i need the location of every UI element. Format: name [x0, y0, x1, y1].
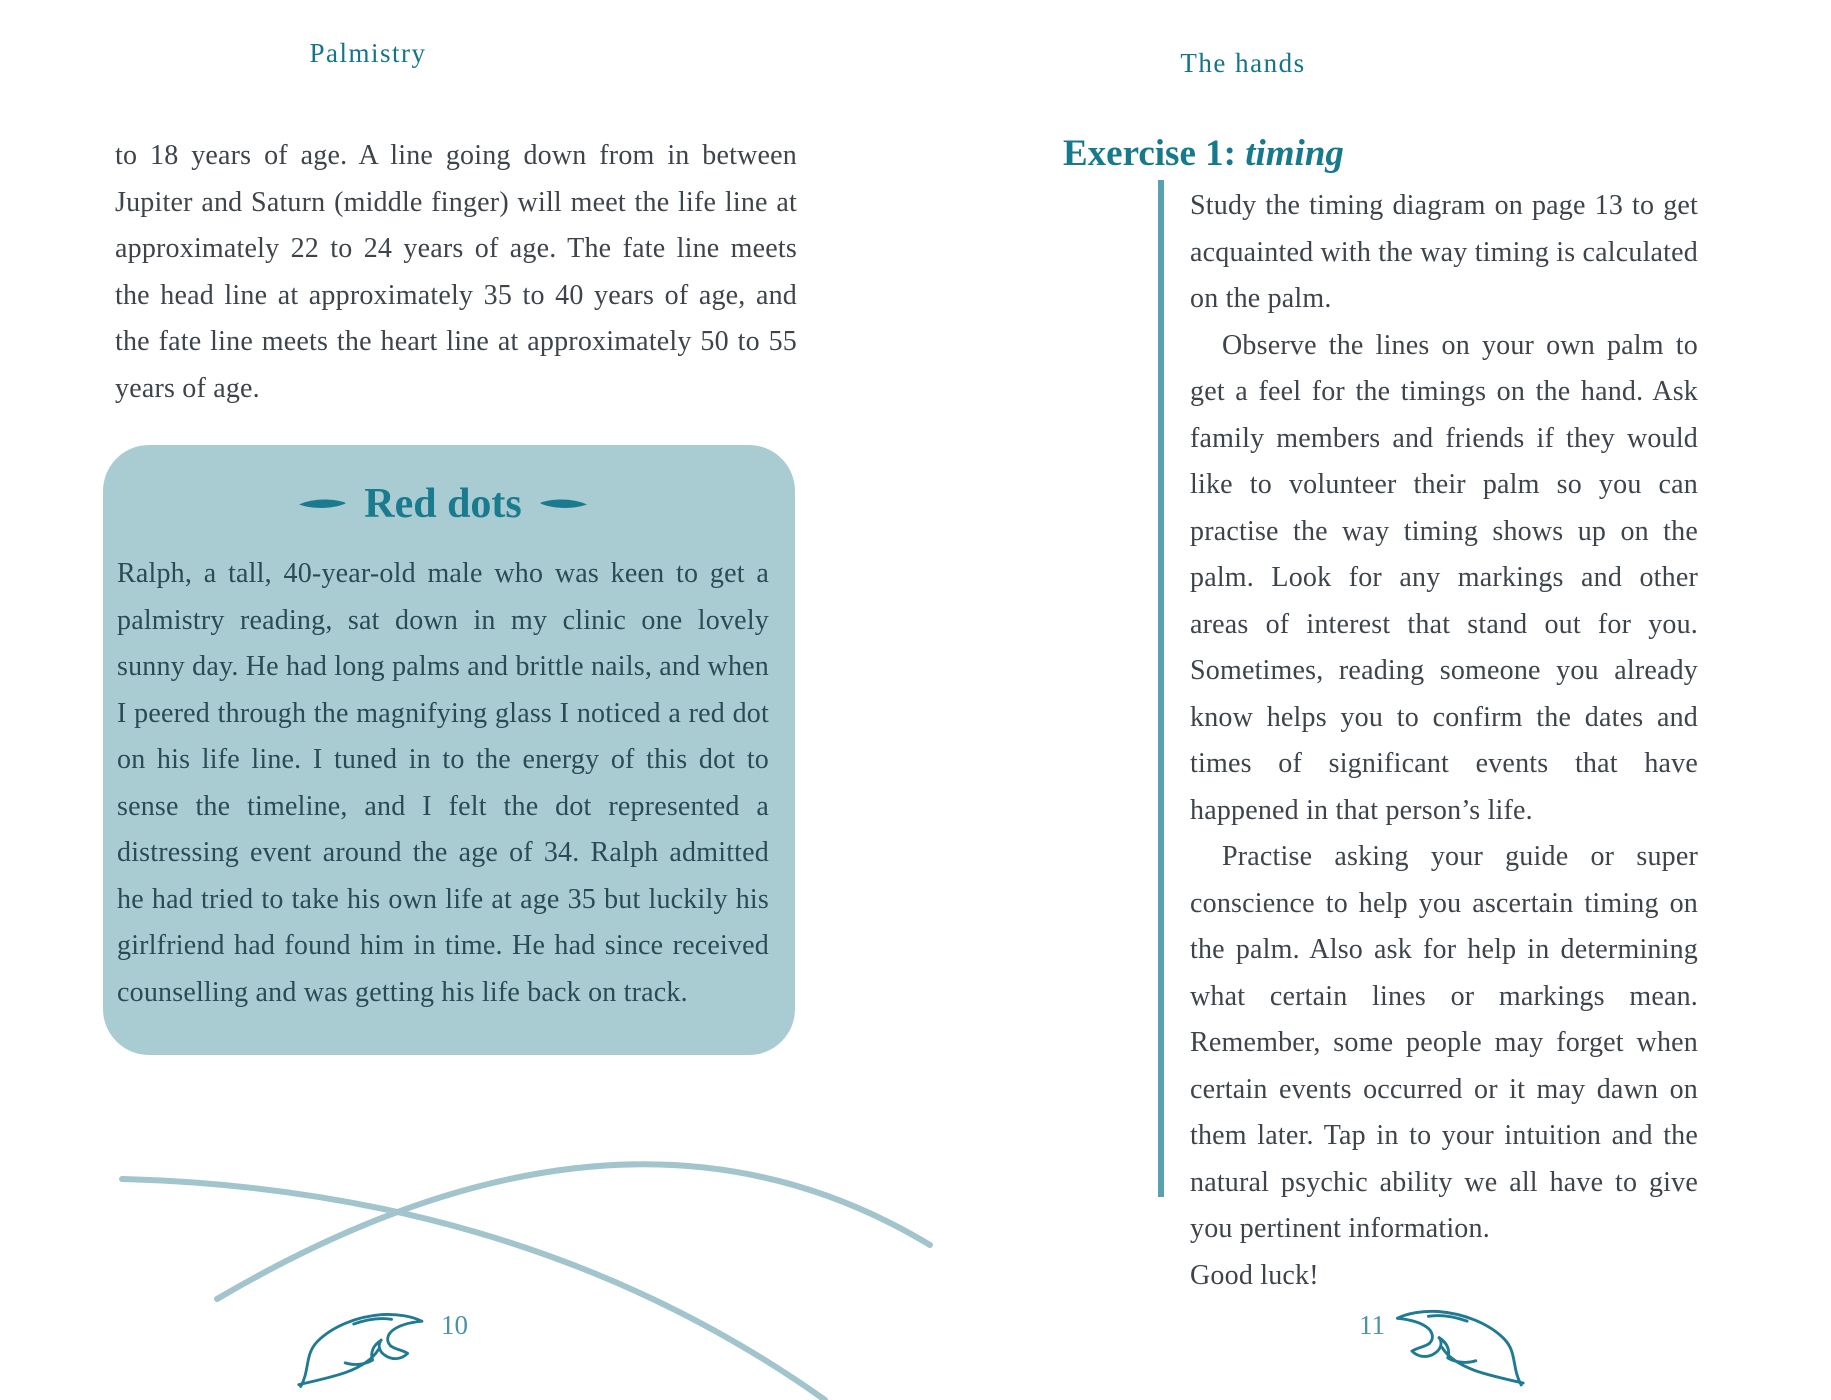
running-head-left: Palmistry [309, 38, 427, 68]
right-page-text-column [1190, 183, 1698, 1299]
callout-box [103, 445, 795, 1055]
hand-illustration-left-page [295, 1294, 437, 1392]
exercise-heading-emphasis: timing [1245, 133, 1344, 174]
right-page-paragraph: Observe the lines on your own palm to get a feel for the timings on the hand. Ask family members and friends if they would like to volunteer their palm so you can practise the way timing shows up on the palm. Look for any markings and other areas of interest that stand out for you. Sometimes, reading someone you already know helps you to confirm the dates and times of significant events that have happened in that person’s life. [1190, 329, 1698, 826]
left-page-paragraph: to 18 years of age. A line going down from in between Jupiter and Saturn (middle finger) will meet the life line at approximately 22 to 24 years of age. The fate line meets the head line at approximately 35 to 40 years of age, and the fate line meets the heart line at approximately 50 to 55 years of age. [115, 140, 797, 404]
right-page-paragraph: Study the timing diagram on page 13 to get acquainted with the way timing is calculated on the palm. [1190, 190, 1698, 314]
right-page-paragraph: Practise asking your guide or super conscience to help you ascertain timing on the palm. Also ask for help in determining what certain lines or markings mean. Remember, some people may forget when certain events occurred or it may dawn on them later. Tap in to your intuition and the natural psychic ability we all have to give you pertinent information. [1190, 841, 1698, 1244]
callout-body: Ralph, a tall, 40-year-old male who was keen to get a palmistry reading, sat down in my clinic one lovely sunny day. He had long palms and brittle nails, and when I peered through the magnifying glass I noticed a red dot on his life line. I tuned in to the energy of this dot to sense the timeline, and I felt the dot represented a distressing event around the age of 34. Ralph admitted he had tried to take his own life at age 35 but luckily his girlfriend had found him in time. He had since received counselling and was getting his life back on track. [117, 558, 769, 1008]
paragraph-rule [1158, 180, 1164, 1197]
exercise-heading-prefix: Exercise 1: [1063, 133, 1246, 174]
page-number-left: 10 [441, 1310, 468, 1340]
page-number-right: 11 [1359, 1310, 1385, 1340]
hand-illustration-right-page [1382, 1291, 1527, 1390]
right-page-paragraph: Good luck! [1190, 1259, 1319, 1291]
callout-title-row [117, 481, 769, 527]
exercise-heading [1063, 132, 1344, 175]
callout-title: Red dots [364, 481, 522, 527]
running-head-right: The hands [1180, 48, 1306, 78]
leaf-ornament-right-icon [540, 497, 588, 511]
leaf-ornament-left-icon [298, 497, 346, 511]
